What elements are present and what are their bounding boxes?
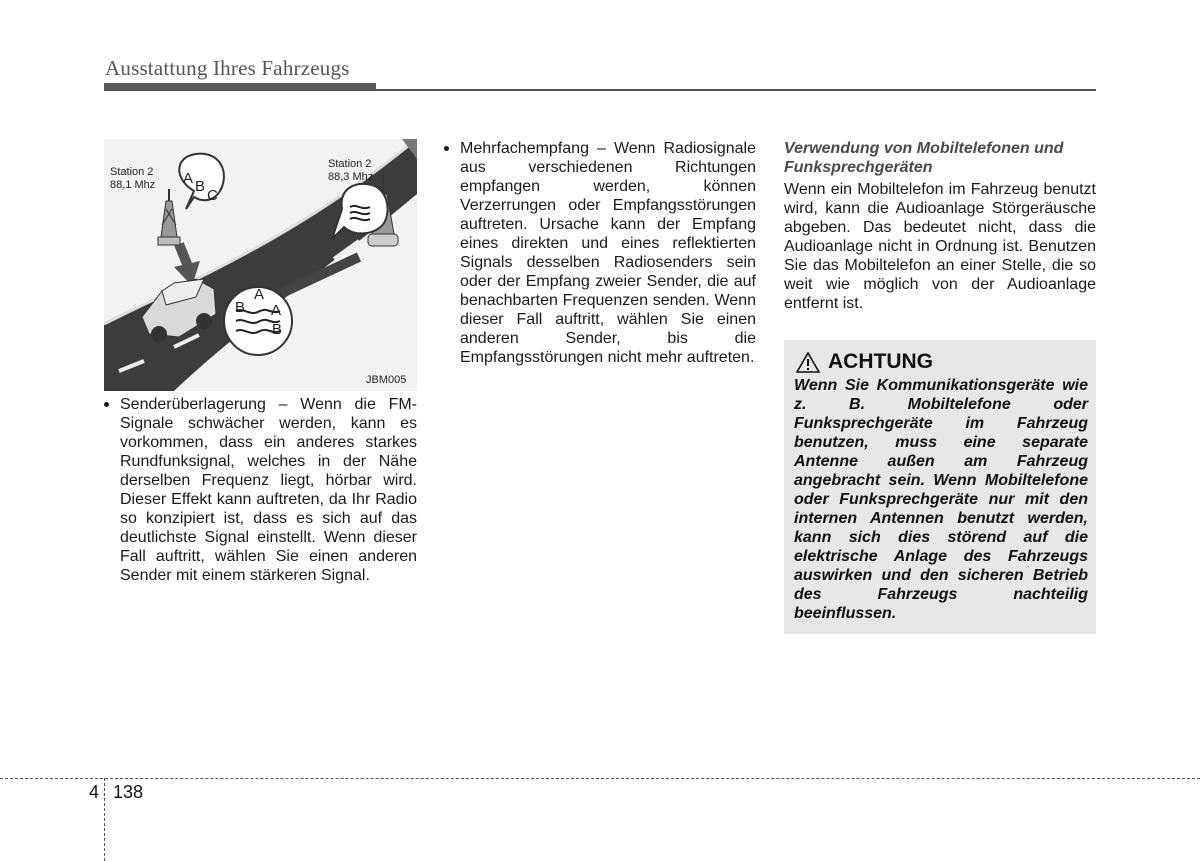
page-header-title: Ausstattung Ihres Fahrzeugs (105, 56, 350, 80)
station-right-name: Station 2 (328, 158, 372, 170)
transmitter-tower-left (158, 189, 180, 245)
right-column (784, 139, 1096, 313)
left-column (104, 395, 417, 585)
caution-box (784, 340, 1096, 634)
station-left-name: Station 2 (110, 166, 154, 178)
chapter-number: 4 (89, 782, 100, 802)
bullet-sender-overlap: Senderüberlagerung – Wenn die FM-Signale schwächer werden, kann es vorkommen, dass ein anderes starkes Rundfunksignal, welches in der Nähe derselben Frequenz liegt, hörbar wird. Dieser Effekt kann auftreten, da Ihr Radio so konzipiert ist, dass es sich auf das deutlichste Signal einstellt. Wenn dieser Fall auftritt, wählen Sie einen anderen Sender mit einem stärkeren Signal. (104, 395, 417, 585)
bubble-car-letter-a-right: A (271, 302, 282, 319)
bubble-car-letter-b-bottom: B (272, 321, 283, 338)
header-rule (104, 89, 1096, 91)
section-subheading: Verwendung von Mobiltelefonen und Funksprechgeräten (784, 140, 1064, 176)
footer-dashed-rule (0, 778, 1200, 779)
caution-title: ACHTUNG (828, 350, 933, 373)
figure-code: JBM005 (366, 374, 407, 386)
bubble-car-letter-b-left: B (235, 299, 246, 316)
middle-column (444, 139, 756, 367)
warning-triangle-icon (796, 352, 820, 373)
footer-dashed-divider (104, 778, 105, 861)
bullet-multipath-reception: Mehrfachempfang – Wenn Radiosignale aus verschiedenen Richtungen empfangen werden, können Verzerrungen oder Empfangsstörungen auftreten. Ursache kann der Empfang eines direkten und eines reflektierten Signals desselben Radiosenders sein oder der Empfang zweier Sender, die auf benachbarten Frequenzen senden. Wenn dieser Fall auftritt, wählen Sie einen anderen Sender, bis die Empfangsstörungen nicht mehr auftreten. (444, 139, 756, 367)
bubble-left-letter-c: C (207, 187, 218, 204)
bubble-left-letter-b: B (195, 178, 206, 195)
mobile-phone-paragraph: Wenn ein Mobiltelefon im Fahrzeug benutzt wird, kann die Audioanlage Störgeräusche abgeben. Das bedeutet nicht, dass die Audioanlage nicht in Ordnung ist. Benutzen Sie das Mobiltelefon an einer Stelle, die so weit wie möglich von der Audioanlage entfernt ist. (784, 181, 1096, 312)
station-left-frequency: 88,1 Mhz (110, 179, 156, 191)
bubble-left-letter-a: A (183, 170, 194, 187)
caution-header (796, 350, 933, 374)
caution-text: Wenn Sie Kommunikationsgeräte wie z. B. Mobiltelefone oder Funksprechgeräte im Fahrzeug benutzen, muss eine separate Antenne außen am Fahrzeug angebracht sein. Wenn Mobiltelefone oder Funksprechgeräte nur mit den internen Antennen benutzt werden, kann sich dies störend auf die elektrische Anlage des Fahrzeugs auswirken und den sicheren Betrieb des Fahrzeugs nachteilig beeinflussen. (794, 377, 1088, 622)
page-number: 138 (113, 782, 144, 802)
reception-illustration (104, 139, 417, 391)
bubble-car-letter-a-top: A (254, 286, 265, 303)
station-right-frequency: 88,3 Mhz (328, 171, 374, 183)
